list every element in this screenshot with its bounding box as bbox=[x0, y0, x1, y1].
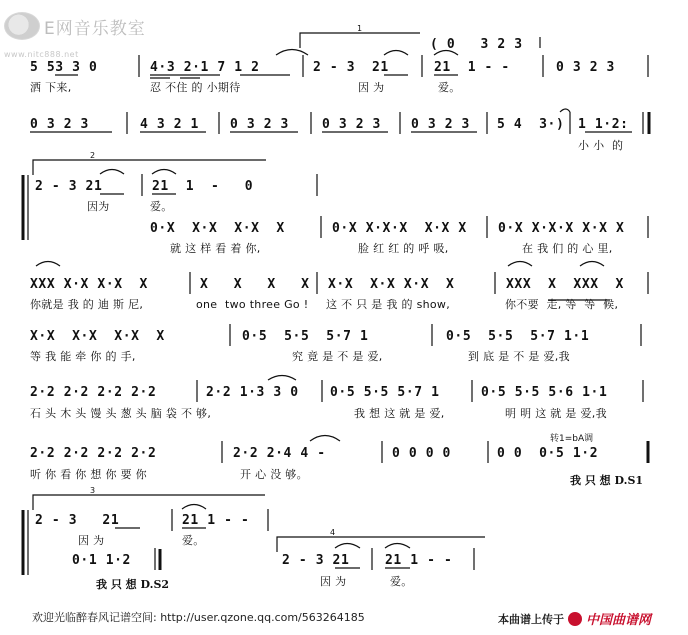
lyric-line8-b: 开 心 没 够。 bbox=[240, 468, 308, 481]
lyric-line10-b: 爱。 bbox=[390, 575, 413, 588]
footer-upload-source bbox=[498, 609, 651, 628]
ds2-marker: 我 只 想 D.S2 bbox=[96, 578, 170, 591]
notes-line4-m1: 0·X X·X X·X X bbox=[150, 221, 285, 236]
notes-line5-m3: X·X X·X X·X X bbox=[328, 277, 455, 292]
notes-line5-m2: X X X X bbox=[200, 277, 310, 292]
notes-line3-m1: 2 - 3 21 bbox=[35, 179, 103, 194]
notes-line7-m3: 0·5 5·5 5·7 1 bbox=[330, 385, 440, 400]
lyric-line7-b: 我 想 这 就 是 爱, bbox=[354, 407, 445, 420]
lyric-line3-a: 因为 bbox=[87, 200, 110, 213]
notes-line7-m1: 2·2 2·2 2·2 2·2 bbox=[30, 385, 157, 400]
lyric-line5-c: 这 不 只 是 我 的 show, bbox=[326, 298, 451, 311]
notes-line8-m1: 2·2 2·2 2·2 2·2 bbox=[30, 446, 157, 461]
lyric-line6-a: 等 我 能 牵 你 的 手, bbox=[30, 350, 136, 363]
volta-3 bbox=[33, 495, 265, 510]
notes-line6-m1: X·X X·X X·X X bbox=[30, 329, 165, 344]
notes-line6-m3: 0·5 5·5 5·7 1·1 bbox=[446, 329, 590, 344]
notes-line10-m2: 2 - 3 21 bbox=[282, 553, 350, 568]
notes-line9-m1: 2 - 3 21 bbox=[35, 513, 120, 528]
ds1-marker: 我 只 想 D.S1 bbox=[570, 474, 644, 487]
notes-line7-m4: 0·5 5·5 5·6 1·1 bbox=[481, 385, 608, 400]
notes-line2-m2: 4 3 2 1 bbox=[140, 117, 199, 132]
notes-line5-m4: XXX X XXX X bbox=[506, 277, 624, 292]
brand-logo-icon bbox=[568, 612, 582, 626]
lyric-line5-a: 你就是 我 的 迪 斯 尼, bbox=[30, 298, 144, 311]
notes-line5-m1: XXX X·X X·X X bbox=[30, 277, 148, 292]
volta-4 bbox=[277, 537, 485, 552]
notes-line3-m2: 21 1 - 0 bbox=[152, 179, 254, 194]
volta-3-label: 3 bbox=[90, 486, 96, 495]
lyric-line4-c: 在 我 们 的 心 里, bbox=[522, 242, 613, 255]
volta-1 bbox=[300, 33, 420, 48]
notes-line6-m2: 0·5 5·5 5·7 1 bbox=[242, 329, 369, 344]
pickup-notes: ( 0 3 2 3 bbox=[430, 37, 523, 52]
lyric-line4-a: 就 这 样 看 着 你, bbox=[170, 242, 261, 255]
notes-line1-m4: 21 1 - - bbox=[434, 60, 510, 75]
notes-line7-m2: 2·2 1·3 3 0 bbox=[206, 385, 299, 400]
lyric-line1-b: 忍 不住 的 小期待 bbox=[150, 81, 241, 94]
lyric-line7-c: 明 明 这 就 是 爱,我 bbox=[505, 407, 607, 420]
notes-line4-m3: 0·X X·X·X X·X X bbox=[498, 221, 625, 236]
lyric-line4-b: 脸 红 红 的 呼 吸, bbox=[358, 242, 449, 255]
notes-line1-m2: 4·3 2·1 7 1 2 bbox=[150, 60, 260, 75]
logo-text: E网音乐教室 bbox=[44, 18, 146, 39]
footer-credit: 欢迎光临醉春风记谱空间: http://user.qzone.qq.com/563264185 bbox=[32, 611, 365, 624]
notes-line8-m4: 0 0 0·5 1·2 bbox=[497, 446, 599, 461]
lyric-line7-a: 石 头 木 头 馒 头 葱 头 脑 袋 不 够, bbox=[30, 407, 212, 420]
notes-line9-m2: 21 1 - - bbox=[182, 513, 250, 528]
notes-line2-m5: 0 3 2 3 bbox=[411, 117, 470, 132]
notes-line1-m1: 5 53 3 0 bbox=[30, 60, 98, 75]
lyric-line6-b: 究 竟 是 不 是 爱, bbox=[292, 350, 383, 363]
lyric-line1-a: 洒 下来, bbox=[30, 81, 72, 94]
notes-line2-m1: 0 3 2 3 bbox=[30, 117, 89, 132]
notes-line2-m3: 0 3 2 3 bbox=[230, 117, 289, 132]
volta-2 bbox=[33, 160, 266, 175]
lyric-line5-b: one two three Go ! bbox=[196, 298, 309, 311]
lyric-line8-a: 听 你 看 你 想 你 要 你 bbox=[30, 468, 147, 481]
notes-line2-m4: 0 3 2 3 bbox=[322, 117, 381, 132]
volta-4-label: 4 bbox=[330, 528, 336, 537]
notes-line10-m3: 21 1 - - bbox=[385, 553, 453, 568]
lyric-line3-b: 爱。 bbox=[150, 200, 173, 213]
footer-brand: 中国曲谱网 bbox=[586, 613, 652, 628]
lyric-line5-d: 你不要 走, 等 等 候, bbox=[505, 298, 619, 311]
notes-line8-m2: 2·2 2·4 4 - bbox=[233, 446, 326, 461]
notes-line1-m3: 2 - 3 21 bbox=[313, 60, 389, 75]
notes-line2-m6: 5 4 3·) bbox=[497, 117, 565, 132]
notes-line8-m3: 0 0 0 0 bbox=[392, 446, 451, 461]
lyric-line9-a: 因 为 bbox=[78, 534, 105, 547]
notes-line1-m5: 0 3 2 3 bbox=[556, 60, 615, 75]
notes-line4-m2: 0·X X·X·X X·X X bbox=[332, 221, 467, 236]
lyric-line6-c: 到 底 是 不 是 爱,我 bbox=[468, 350, 570, 363]
volta-2-label: 2 bbox=[90, 151, 96, 160]
lyric-line1-d: 爱。 bbox=[438, 81, 461, 94]
lyric-line1-c: 因 为 bbox=[358, 81, 385, 94]
volta-1-label: 1 bbox=[357, 24, 363, 33]
lyric-line10-a: 因 为 bbox=[320, 575, 347, 588]
site-watermark: www.nitc888.net bbox=[4, 50, 79, 59]
lyric-line9-b: 爱。 bbox=[182, 534, 205, 547]
notes-line10-m1: 0·1 1·2 bbox=[72, 553, 131, 568]
key-change-label: 转1=bA调 bbox=[550, 434, 594, 444]
footer-upload-label: 本曲谱上传于 bbox=[498, 612, 564, 626]
lyric-line2-a: 小 小 的 bbox=[578, 139, 624, 152]
notes-line2-m7: 1 1·2: bbox=[578, 117, 629, 132]
